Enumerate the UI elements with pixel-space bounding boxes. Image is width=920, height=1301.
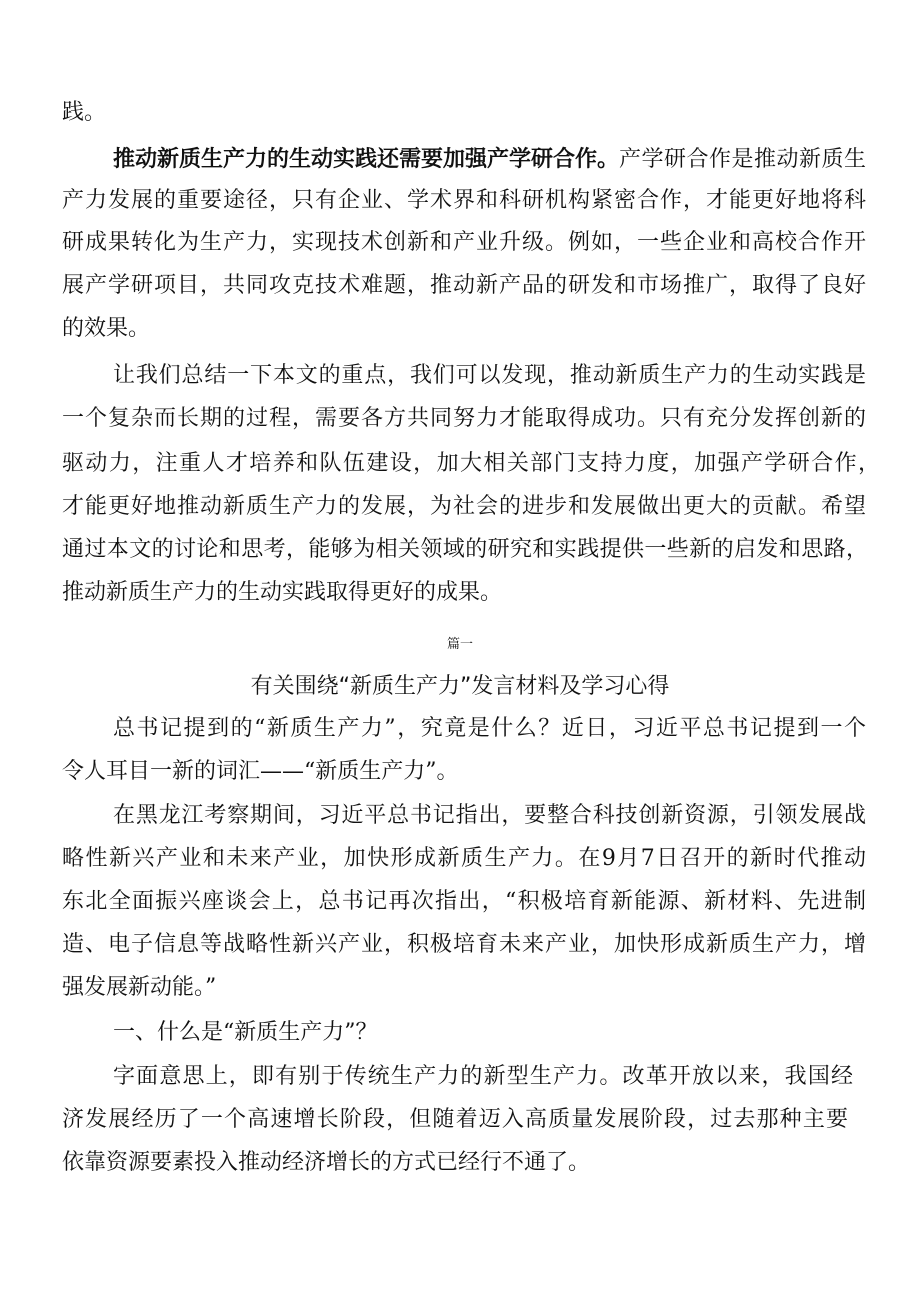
paragraph-line: 在黑龙江考察期间，习近平总书记指出，要整合科技创新资源，引领发展战: [113, 803, 866, 828]
section-label: 篇一: [446, 637, 473, 652]
paragraph-line: 践。: [62, 100, 107, 125]
paragraph-line: 依靠资源要素投入推动经济增长的方式已经行不通了。: [62, 1150, 591, 1175]
paragraph-line: 推动新质生产力的生动实践取得更好的成果。: [62, 580, 503, 605]
paragraph-line: 总书记提到的“新质生产力”，究竟是什么？近日，习近平总书记提到一个: [113, 716, 866, 741]
paragraph-line: 造、电子信息等战略性新兴产业，积极培育未来产业，加快形成新质生产力，增: [62, 932, 866, 957]
paragraph-line: 略性新兴产业和未来产业，加快形成新质生产力。在9月7日召开的新时代推动: [62, 846, 866, 871]
paragraph-line: 驱动力，注重人才培养和队伍建设，加大相关部门支持力度，加强产学研合作，: [62, 451, 880, 476]
section-title: 有关围绕“新质生产力”发言材料及学习心得: [250, 674, 670, 699]
paragraph-line: 产力发展的重要途径，只有企业、学术界和科研机构紧密合作，才能更好地将科: [62, 188, 866, 213]
paragraph-line: 通过本文的讨论和思考，能够为相关领域的研究和实践提供一些新的启发和思路，: [62, 537, 868, 562]
paragraph-line: 东北全面振兴座谈会上，总书记再次指出，“积极培育新能源、新材料、先进制: [62, 889, 866, 914]
paragraph-line: 字面意思上，即有别于传统生产力的新型生产力。改革开放以来，我国经: [113, 1064, 853, 1089]
paragraph-line: [113, 145, 866, 175]
paragraph-line: 才能更好地推动新质生产力的发展，为社会的进步和发展做出更大的贡献。希望: [62, 494, 866, 519]
paragraph-line: 一个复杂而长期的过程，需要各方共同努力才能取得成功。只有充分发挥创新的: [62, 406, 866, 431]
paragraph-line: 的效果。: [62, 316, 151, 341]
paragraph-line: 济发展经历了一个高速增长阶段，但随着迈入高质量发展阶段，过去那种主要: [62, 1107, 848, 1132]
paragraph-line: 强发展新动能。”: [62, 975, 217, 1000]
paragraph-line: 研成果转化为生产力，实现技术创新和产业升级。例如，一些企业和高校合作开: [62, 230, 866, 255]
paragraph-line: 让我们总结一下本文的重点，我们可以发现，推动新质生产力的生动实践是: [113, 363, 866, 388]
paragraph-text: 产学研合作是推动新质生: [618, 147, 866, 172]
subheading-question: 一、什么是“新质生产力”？: [113, 1020, 378, 1045]
bold-lead-sentence: 推动新质生产力的生动实践还需要加强产学研合作。: [113, 147, 619, 172]
paragraph-line: 展产学研项目，共同攻克技术难题，推动新产品的研发和市场推广，取得了良好: [62, 273, 866, 298]
paragraph-line: 令人耳目一新的词汇——“新质生产力”。: [62, 759, 459, 784]
